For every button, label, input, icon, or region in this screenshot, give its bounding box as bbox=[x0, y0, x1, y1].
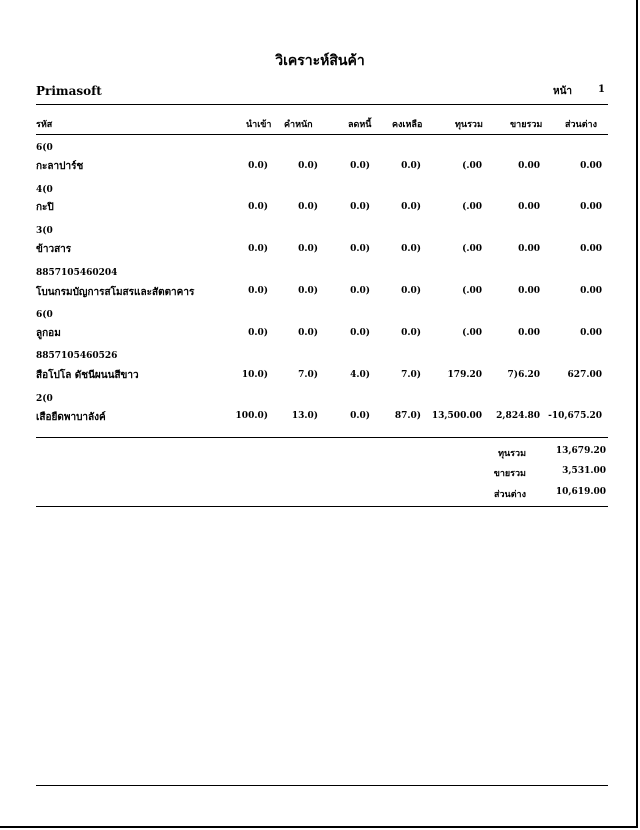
item-weight: 0.0) bbox=[298, 161, 318, 171]
column-header-code: รหัส bbox=[36, 120, 53, 130]
item-credit: 4.0) bbox=[350, 370, 370, 380]
item-balance: 0.0) bbox=[401, 328, 421, 338]
item-difference: 0.00 bbox=[580, 161, 602, 171]
summary-difference-value: 10,619.00 bbox=[555, 487, 606, 497]
item-credit: 0.0) bbox=[350, 286, 370, 296]
item-balance: 87.0) bbox=[394, 411, 421, 421]
column-header-balance: คงเหลือ bbox=[392, 120, 423, 130]
item-code: 6(0 bbox=[36, 310, 53, 320]
summary-cost-value: 13,679.20 bbox=[555, 446, 606, 456]
item-weight: 0.0) bbox=[298, 328, 318, 338]
item-credit: 0.0) bbox=[350, 328, 370, 338]
item-weight: 7.0) bbox=[298, 370, 318, 380]
item-balance: 0.0) bbox=[401, 202, 421, 212]
item-name: ลูกอม bbox=[36, 328, 61, 339]
item-cost-total: 13,500.00 bbox=[431, 411, 482, 421]
header-bottom-rule bbox=[36, 134, 608, 135]
item-name: กะปิ bbox=[36, 202, 54, 213]
item-in: 0.0) bbox=[248, 244, 268, 254]
item-balance: 0.0) bbox=[401, 286, 421, 296]
item-balance: 0.0) bbox=[401, 161, 421, 171]
item-code: 4(0 bbox=[36, 185, 53, 195]
item-difference: 627.00 bbox=[567, 370, 602, 380]
item-in: 0.0) bbox=[248, 328, 268, 338]
item-code: 3(0 bbox=[36, 226, 53, 236]
item-in: 0.0) bbox=[248, 161, 268, 171]
item-name: โบนกรมบัญการสโมสรและสัตตาคาร bbox=[36, 287, 195, 298]
item-sales-total: 0.00 bbox=[518, 244, 540, 254]
item-name: สือโปโล ดัชนีผนนสีขาว bbox=[36, 370, 139, 381]
item-in: 100.0) bbox=[235, 411, 268, 421]
item-sales-total: 2,824.80 bbox=[496, 411, 540, 421]
item-credit: 0.0) bbox=[350, 411, 370, 421]
item-name: ข้าวสาร bbox=[36, 244, 72, 255]
item-difference: 0.00 bbox=[580, 286, 602, 296]
column-header-in: นำเข้า bbox=[246, 120, 272, 130]
item-difference: 0.00 bbox=[580, 328, 602, 338]
item-cost-total: (.00 bbox=[462, 244, 482, 254]
page-number: 1 bbox=[598, 84, 605, 95]
report-title: วิเคราะห์สินค้า bbox=[275, 53, 365, 69]
summary-sales-label: ขายรวม bbox=[493, 469, 526, 479]
totals-bottom-rule bbox=[36, 506, 608, 507]
summary-sales-value: 3,531.00 bbox=[562, 466, 606, 476]
item-difference: 0.00 bbox=[580, 202, 602, 212]
item-cost-total: (.00 bbox=[462, 328, 482, 338]
column-header-credit: ลดหนี้ bbox=[348, 120, 372, 130]
item-sales-total: 7)6.20 bbox=[507, 370, 540, 380]
totals-top-rule bbox=[36, 437, 608, 438]
item-cost-total: 179.20 bbox=[447, 370, 482, 380]
item-in: 0.0) bbox=[248, 286, 268, 296]
item-sales-total: 0.00 bbox=[518, 328, 540, 338]
item-in: 10.0) bbox=[241, 370, 268, 380]
header-top-rule bbox=[36, 104, 608, 105]
item-credit: 0.0) bbox=[350, 202, 370, 212]
summary-cost-label: ทุนรวม bbox=[498, 449, 526, 459]
item-sales-total: 0.00 bbox=[518, 286, 540, 296]
footer-rule bbox=[36, 785, 608, 786]
item-credit: 0.0) bbox=[350, 161, 370, 171]
page-label: หน้า bbox=[553, 86, 573, 97]
column-header-cost-total: ทุนรวม bbox=[455, 120, 483, 130]
column-header-weight: คำหนัก bbox=[284, 120, 313, 130]
item-in: 0.0) bbox=[248, 202, 268, 212]
item-sales-total: 0.00 bbox=[518, 161, 540, 171]
item-weight: 0.0) bbox=[298, 244, 318, 254]
item-cost-total: (.00 bbox=[462, 202, 482, 212]
item-weight: 13.0) bbox=[291, 411, 318, 421]
item-weight: 0.0) bbox=[298, 202, 318, 212]
item-name: เสือยืดพาบาลังค์ bbox=[36, 412, 106, 423]
item-credit: 0.0) bbox=[350, 244, 370, 254]
item-code: 8857105460204 bbox=[36, 268, 118, 278]
item-name: กะลาปาร์ช bbox=[36, 161, 84, 172]
item-code: 8857105460526 bbox=[36, 351, 118, 361]
column-header-difference: ส่วนต่าง bbox=[565, 120, 597, 130]
company-name: Primasoft bbox=[36, 84, 102, 98]
item-cost-total: (.00 bbox=[462, 161, 482, 171]
item-difference: -10,675.20 bbox=[548, 411, 602, 421]
item-weight: 0.0) bbox=[298, 286, 318, 296]
item-balance: 0.0) bbox=[401, 244, 421, 254]
summary-difference-label: ส่วนต่าง bbox=[494, 490, 526, 500]
item-code: 2(0 bbox=[36, 394, 53, 404]
item-code: 6(0 bbox=[36, 143, 53, 153]
item-balance: 7.0) bbox=[401, 370, 421, 380]
item-cost-total: (.00 bbox=[462, 286, 482, 296]
column-header-sales-total: ขายรวม bbox=[510, 120, 543, 130]
item-sales-total: 0.00 bbox=[518, 202, 540, 212]
item-difference: 0.00 bbox=[580, 244, 602, 254]
